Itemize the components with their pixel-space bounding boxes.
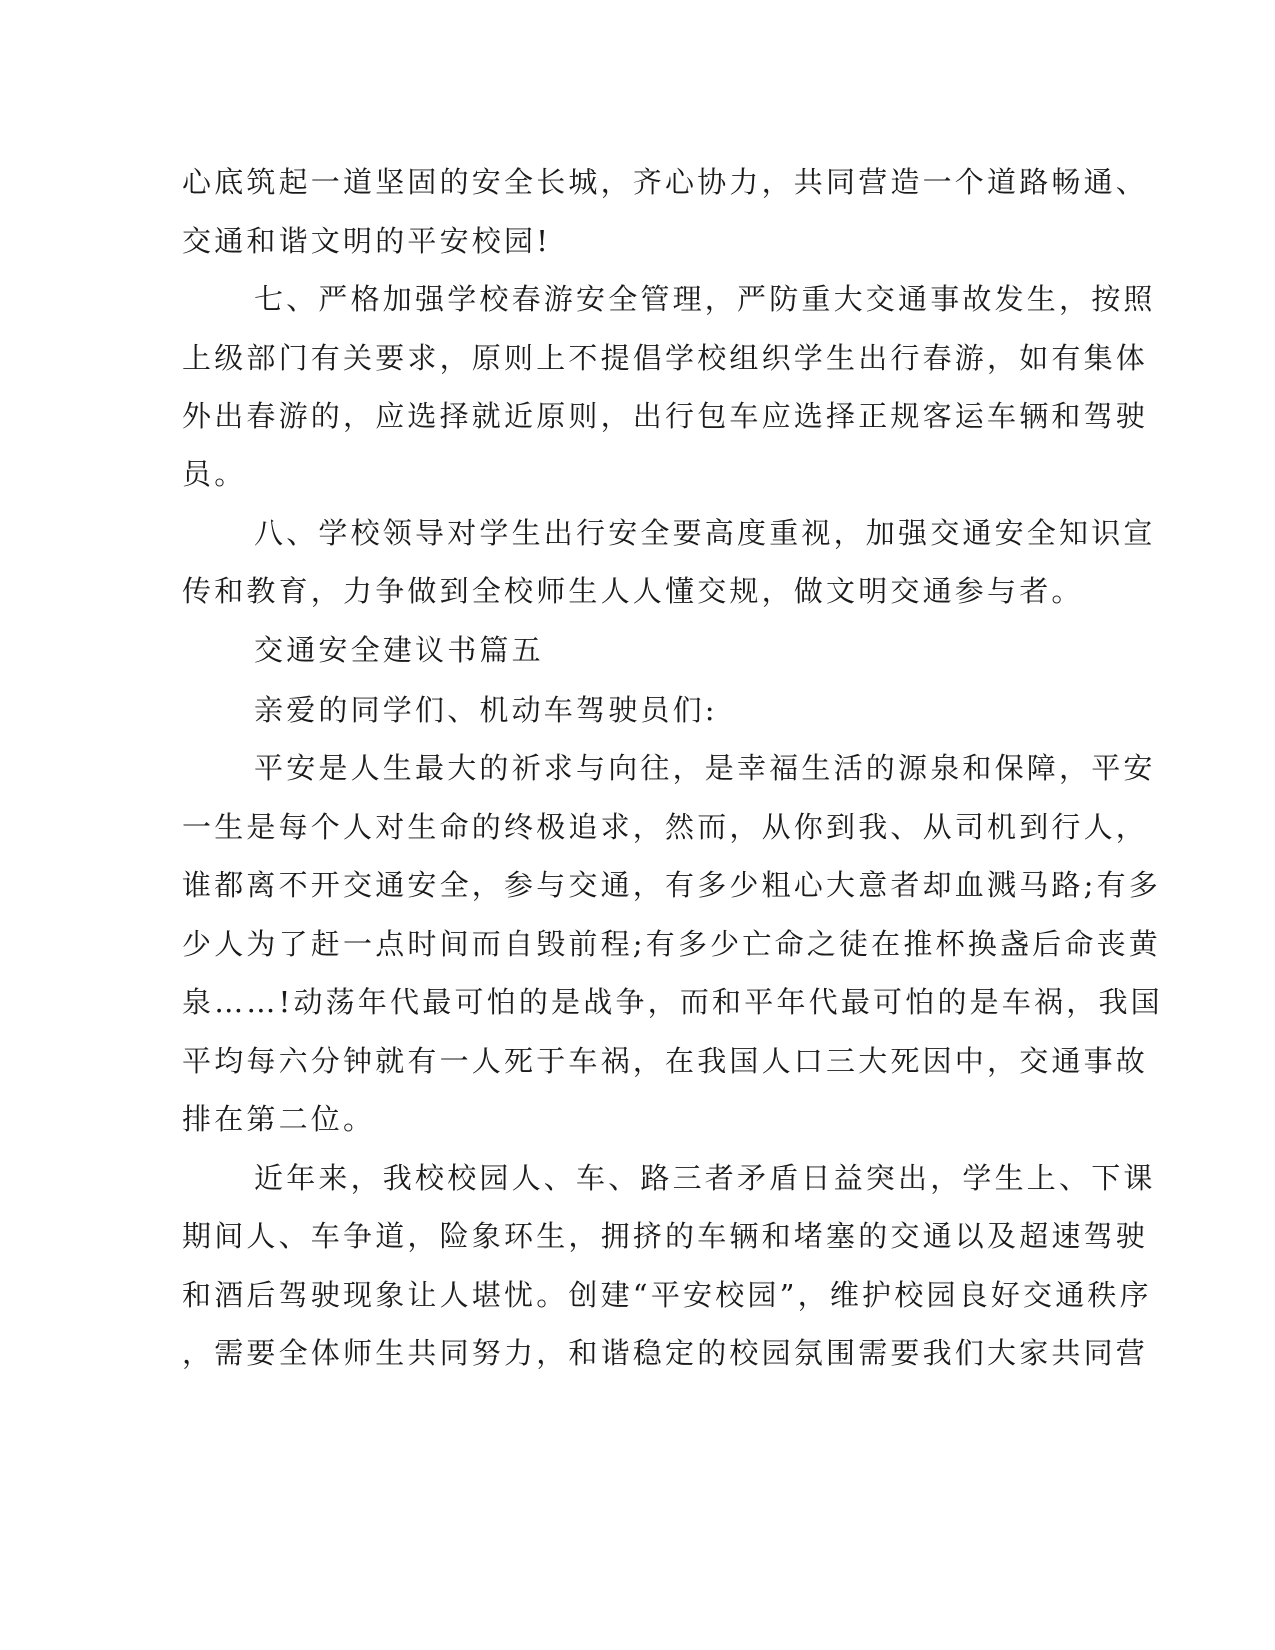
text-line: 谁都离不开交通安全，参与交通，有多少粗心大意者却血溅马路;有多 (182, 868, 1161, 902)
text-line: ，需要全体师生共同努力，和谐稳定的校园氛围需要我们大家共同营 (182, 1336, 1149, 1370)
salutation: 亲爱的同学们、机动车驾驶员们: (254, 693, 718, 727)
text-line: 少人为了赶一点时间而自毁前程;有多少亡命之徒在推杯换盏后命丧黄 (182, 927, 1161, 961)
text-line: 一生是每个人对生命的终极追求，然而，从你到我、从司机到行人， (182, 810, 1149, 844)
text-line: 心底筑起一道坚固的安全长城，齐心协力，共同营造一个道路畅通、 (182, 165, 1149, 199)
section-title: 交通安全建议书篇五 (254, 633, 544, 667)
text-line: 传和教育，力争做到全校师生人人懂交规，做文明交通参与者。 (182, 574, 1084, 608)
paragraph-campus-start: 近年来，我校校园人、车、路三者矛盾日益突出，学生上、下课 (254, 1161, 1156, 1195)
text-line: 和酒后驾驶现象让人堪忧。创建“平安校园”，维护校园良好交通秩序 (182, 1278, 1152, 1312)
text-line: 期间人、车争道，险象环生，拥挤的车辆和堵塞的交通以及超速驾驶 (182, 1219, 1149, 1253)
text-line: 上级部门有关要求，原则上不提倡学校组织学生出行春游，如有集体 (182, 341, 1149, 375)
paragraph-safety-start: 平安是人生最大的祈求与向往，是幸福生活的源泉和保障，平安 (254, 751, 1156, 785)
text-line: 泉……!动荡年代最可怕的是战争，而和平年代最可怕的是车祸，我国 (182, 985, 1163, 1019)
paragraph-seven-start: 七、严格加强学校春游安全管理，严防重大交通事故发生，按照 (254, 282, 1156, 316)
text-line: 员。 (182, 457, 247, 491)
paragraph-eight-start: 八、学校领导对学生出行安全要高度重视，加强交通安全知识宣 (254, 516, 1156, 550)
text-line: 排在第二位。 (182, 1102, 376, 1136)
text-line: 交通和谐文明的平安校园! (182, 224, 552, 258)
text-line: 平均每六分钟就有一人死于车祸，在我国人口三大死因中，交通事故 (182, 1044, 1149, 1078)
text-line: 外出春游的，应选择就近原则，出行包车应选择正规客运车辆和驾驶 (182, 399, 1149, 433)
